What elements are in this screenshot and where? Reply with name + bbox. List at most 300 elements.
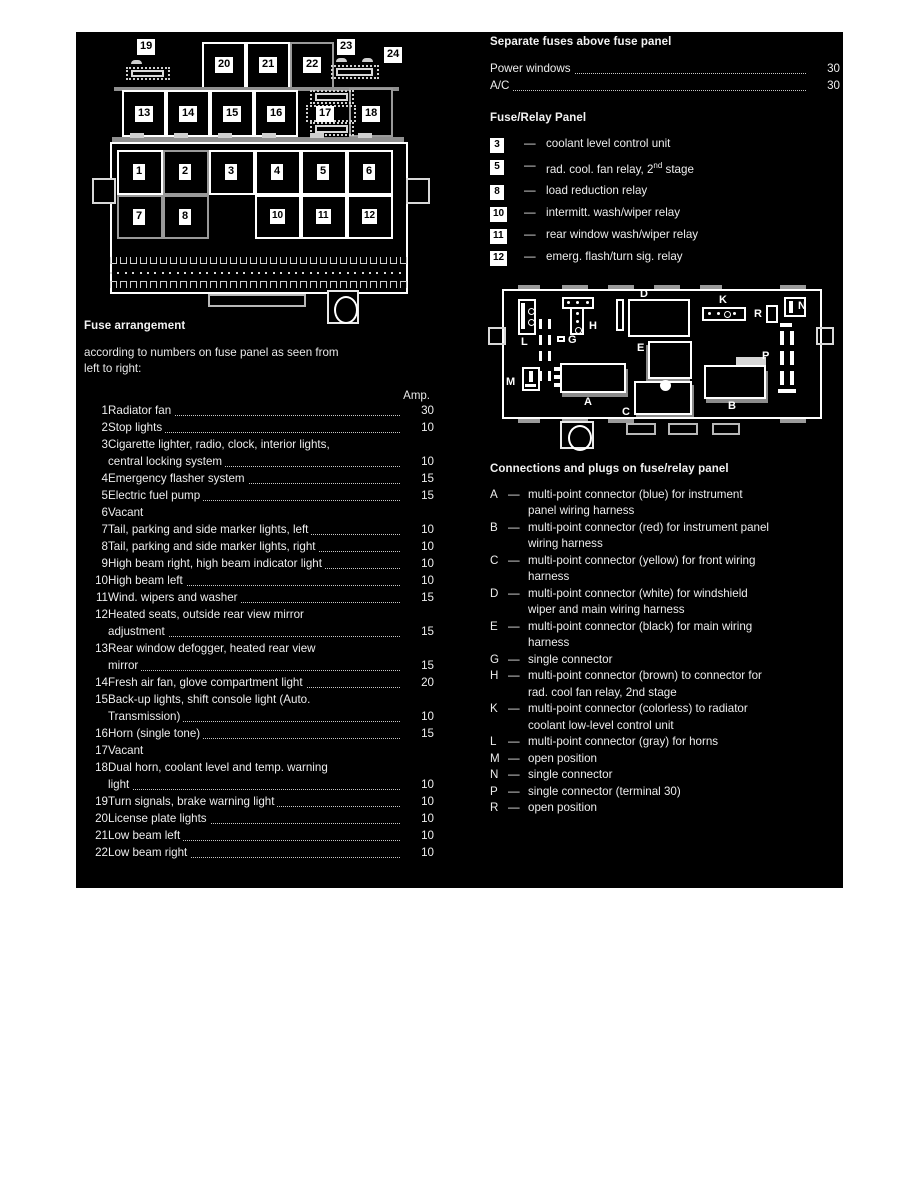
connector-H-pin <box>576 312 579 315</box>
fuse-number-cell: 17 <box>95 744 108 757</box>
terminal-contact <box>320 281 327 288</box>
terminal-contact <box>360 257 367 264</box>
table-row <box>84 436 434 453</box>
connection-description <box>528 784 840 801</box>
terminal-contact <box>160 257 167 264</box>
fuse-amp-cell: 15 <box>421 625 434 638</box>
fuse-number-cell: 3 <box>101 438 108 451</box>
terminal-row-bottom <box>110 281 408 288</box>
dash-separator: — <box>508 702 520 716</box>
terminal-pin <box>191 272 193 274</box>
connector-H-pin <box>567 301 570 304</box>
fuse-description: Turn signals, brake warning light <box>108 793 400 810</box>
clip-tab <box>174 133 188 138</box>
terminal-pin <box>199 272 201 274</box>
terminal-pin <box>251 272 253 274</box>
relay-position-chip <box>490 158 524 183</box>
terminal-pin <box>325 272 327 274</box>
grommet-hole <box>568 425 592 451</box>
terminal-contact <box>170 257 177 264</box>
terminal-contact <box>160 281 167 288</box>
clip-tab <box>362 58 373 62</box>
connection-line-1: open position <box>528 801 597 815</box>
fuse-number-cell: 11 <box>95 591 108 604</box>
fuse-arrangement-heading: Fuse arrangement <box>84 320 186 332</box>
fuse-number-cell: 2 <box>101 421 108 434</box>
dash-separator: — <box>508 520 520 534</box>
fuse-amp-cell: 10 <box>421 540 434 553</box>
terminal-contact <box>120 257 127 264</box>
fuse-description: light <box>108 776 400 793</box>
terminal-contact <box>210 257 217 264</box>
connection-line-1: multi-point connector (yellow) for front wiring <box>528 553 756 567</box>
left-column <box>84 32 434 859</box>
list-item <box>490 553 840 586</box>
terminal-pin <box>347 272 349 274</box>
terminal-contact <box>140 257 147 264</box>
contact-pin <box>548 351 551 361</box>
contact-pin <box>548 335 551 345</box>
terminal-contact <box>140 281 147 288</box>
terminal-contact <box>300 257 307 264</box>
connection-description <box>528 800 840 817</box>
contact-pin <box>548 371 551 381</box>
table-row <box>84 691 434 708</box>
terminal-contact <box>350 281 357 288</box>
separate-fuses-table <box>490 60 840 94</box>
list-item <box>490 249 698 271</box>
panel-edge-tab <box>518 419 540 423</box>
terminal-pin <box>177 272 179 274</box>
connector-A-tab <box>554 383 561 387</box>
fuse-number-23: 23 <box>337 39 355 55</box>
dash-separator: — <box>508 735 520 749</box>
terminal-contact <box>290 257 297 264</box>
fuse-number-24: 24 <box>384 47 402 63</box>
connection-line-1: single connector (terminal 30) <box>528 784 681 798</box>
panel-edge-tab <box>518 285 540 289</box>
connector-C-latch <box>660 380 671 391</box>
terminal-pin <box>362 272 364 274</box>
connection-line-2: coolant low-level control unit <box>528 718 674 732</box>
panel-label-R: R <box>754 307 762 320</box>
terminal-contact <box>370 281 377 288</box>
fuse-number-cell: 21 <box>95 829 108 842</box>
connection-description <box>528 734 840 751</box>
fuse-description: Fresh air fan, glove compartment light <box>108 674 400 691</box>
fuse-amp-cell: 10 <box>421 795 434 808</box>
connection-description <box>528 586 840 619</box>
dash-separator: — <box>508 586 520 600</box>
connector-A-tab <box>554 375 561 379</box>
connector-L-pin <box>521 303 525 329</box>
terminal-pin <box>295 272 297 274</box>
fuse-number-cell: 6 <box>101 506 108 519</box>
connection-line-2: panel wiring harness <box>528 504 635 518</box>
terminal-pin <box>265 272 267 274</box>
connector-N-pin <box>789 301 793 313</box>
panel-label-K: K <box>719 293 727 306</box>
connection-key: G <box>490 652 500 666</box>
dash-separator: — <box>508 553 520 567</box>
connection-description <box>528 701 840 734</box>
terminal-contact <box>150 257 157 264</box>
fuse-number-14: 14 <box>179 106 197 122</box>
dash-separator: — <box>508 487 520 501</box>
terminal-pin <box>310 272 312 274</box>
connector-E <box>648 341 692 379</box>
terminal-pin <box>273 272 275 274</box>
terminal-contact <box>110 257 117 264</box>
terminal-pin <box>132 272 134 274</box>
connection-key: C <box>490 553 499 567</box>
fuse-number-cell-empty <box>84 776 108 793</box>
table-row <box>84 555 434 572</box>
fuse-number-3: 3 <box>225 164 237 180</box>
panel-label-N: N <box>798 299 806 312</box>
table-row <box>84 674 434 691</box>
fuse-amp-cell <box>400 606 434 623</box>
fuse-number-cell: 5 <box>101 489 108 502</box>
terminal-contact <box>400 257 407 264</box>
list-item <box>490 619 840 652</box>
fuse-amp-cell: 15 <box>421 727 434 740</box>
fuse-description: Dual horn, coolant level and temp. warning <box>108 759 400 776</box>
connection-key: L <box>490 735 497 749</box>
ordinal-suffix: nd <box>653 161 663 170</box>
table-row-continuation <box>84 708 434 725</box>
connection-key: A <box>490 487 498 501</box>
terminal-pin <box>169 272 171 274</box>
connection-line-2: rad. cool fan relay, 2nd stage <box>528 685 677 699</box>
terminal-contact <box>280 257 287 264</box>
fuse-number-cell: 1 <box>101 404 108 417</box>
contact-pin <box>539 335 542 345</box>
connector-K-hole <box>724 311 731 318</box>
list-item <box>490 734 840 751</box>
connection-key: R <box>490 801 499 815</box>
connection-description <box>528 652 840 669</box>
connection-line-2: harness <box>528 636 570 650</box>
table-row <box>84 487 434 504</box>
connection-key: M <box>490 751 500 765</box>
list-item <box>490 767 840 784</box>
list-item <box>490 183 698 205</box>
fuse-number-cell: 8 <box>101 540 108 553</box>
panel-label-A: A <box>584 395 592 408</box>
connector-A-tab <box>554 367 561 371</box>
intro-line-1: according to numbers on fuse panel as seen from <box>84 346 339 359</box>
terminal-contact <box>320 257 327 264</box>
list-item <box>490 652 840 669</box>
relay-description: rear window wash/wiper relay <box>546 227 699 241</box>
contact-pin <box>539 351 542 361</box>
main-fuse-panel-diagram <box>84 32 434 294</box>
clip-tab <box>262 133 276 138</box>
relay-chip-number: 5 <box>490 160 504 175</box>
connection-description <box>528 767 840 784</box>
connection-description <box>528 487 840 520</box>
fuse-description: Rear window defogger, heated rear view <box>108 640 400 657</box>
dash-separator: — <box>524 183 536 197</box>
table-row <box>84 810 434 827</box>
fuse-number-cell-empty <box>84 623 108 640</box>
panel-label-L: L <box>521 335 528 348</box>
table-row <box>84 844 434 861</box>
fuse-number-cell: 13 <box>95 642 108 655</box>
separate-fuse-amp: 30 <box>827 79 840 92</box>
fuse-relay-panel-heading: Fuse/Relay Panel <box>490 112 587 124</box>
clip-tab <box>130 133 144 138</box>
fuse-number-15: 15 <box>223 106 241 122</box>
connector-L-hole <box>528 319 535 326</box>
terminal-strips <box>110 257 408 292</box>
relay-socket-17-bottom-inner <box>315 125 348 133</box>
right-column <box>490 32 840 817</box>
terminal-pin <box>354 272 356 274</box>
terminal-contact <box>330 281 337 288</box>
terminal-pin <box>125 272 127 274</box>
terminal-contact <box>340 281 347 288</box>
fuse-number-cell: 15 <box>95 693 108 706</box>
table-row-continuation <box>84 453 434 470</box>
panel-mount-tab-left <box>488 327 506 345</box>
terminal-pin <box>228 272 230 274</box>
contact-pin <box>539 319 542 329</box>
panel-mount-tab-right <box>406 178 430 204</box>
fuse-amp-cell: 15 <box>421 591 434 604</box>
fuse-number-cell: 22 <box>95 846 108 859</box>
fuse-amp-cell: 10 <box>421 574 434 587</box>
table-row <box>84 759 434 776</box>
terminal-contact <box>200 257 207 264</box>
terminal-contact <box>380 281 387 288</box>
connection-key: N <box>490 768 499 782</box>
table-row <box>84 470 434 487</box>
connection-key: D <box>490 586 499 600</box>
terminal-contact <box>240 281 247 288</box>
clip-tab <box>310 133 324 138</box>
terminal-pin <box>339 272 341 274</box>
connector-M-pin <box>525 384 536 387</box>
relay-description: intermitt. wash/wiper relay <box>546 205 681 219</box>
panel-label-M: M <box>506 375 516 388</box>
fuse-description: Heated seats, outside rear view mirror <box>108 606 400 623</box>
connection-line-1: multi-point connector (gray) for horns <box>528 735 719 749</box>
relay-socket-23-inner <box>336 68 373 76</box>
terminal-contact <box>290 281 297 288</box>
terminal-contact <box>250 257 257 264</box>
fuse-amp-cell: 15 <box>421 489 434 502</box>
panel-edge-tab <box>780 285 806 289</box>
list-item <box>490 136 698 158</box>
fuse-number-cell: 10 <box>95 574 108 587</box>
fuse-number-12: 12 <box>362 209 377 224</box>
terminal-pin <box>221 272 223 274</box>
connector-P-pin <box>780 331 784 345</box>
connector-K-pin <box>717 312 720 315</box>
relay-legend-table <box>490 136 698 271</box>
terminal-pin <box>184 272 186 274</box>
connection-line-1: open position <box>528 751 597 765</box>
separate-fuses-heading: Separate fuses above fuse panel <box>490 36 672 48</box>
fuse-description: Electric fuel pump <box>108 487 400 504</box>
terminal-contact <box>370 257 377 264</box>
bottom-connector-strip <box>712 423 740 435</box>
panel-edge-tab <box>700 285 722 289</box>
list-item <box>490 701 840 734</box>
dash-separator: — <box>508 652 520 666</box>
connector-G <box>557 336 565 342</box>
mounting-grommet <box>327 290 359 324</box>
contact-pin <box>548 319 551 329</box>
fuse-description: Tail, parking and side marker lights, left <box>108 521 400 538</box>
terminal-contact <box>360 281 367 288</box>
connection-key: H <box>490 669 499 683</box>
terminal-pin <box>288 272 290 274</box>
connections-heading: Connections and plugs on fuse/relay panel <box>490 462 729 475</box>
table-row <box>84 521 434 538</box>
terminal-contact <box>120 281 127 288</box>
fuse-arrangement-intro <box>84 345 434 376</box>
terminal-contact <box>260 281 267 288</box>
panel-label-P: P <box>762 349 770 362</box>
fuse-amp-cell: 20 <box>421 676 434 689</box>
connector-D-body <box>630 305 688 335</box>
connection-line-1: multi-point connector (red) for instrument panel <box>528 520 770 534</box>
mounting-grommet <box>560 421 594 449</box>
bottom-connector-strip <box>208 294 306 307</box>
relay-position-chip <box>490 205 524 227</box>
fuse-amp-cell: 15 <box>421 472 434 485</box>
terminal-pin <box>332 272 334 274</box>
fuse-amp-cell: 30 <box>421 404 434 417</box>
terminal-contact <box>280 281 287 288</box>
terminal-contact <box>390 281 397 288</box>
relay-position-chip <box>490 249 524 271</box>
table-row <box>84 589 434 606</box>
terminal-pin <box>280 272 282 274</box>
fuse-amp-cell <box>400 436 434 453</box>
terminal-contact <box>230 257 237 264</box>
panel-mount-tab-right <box>816 327 834 345</box>
connector-A <box>560 363 626 393</box>
fuse-description: Wind. wipers and washer <box>108 589 400 606</box>
terminal-contact <box>270 257 277 264</box>
list-item <box>490 227 698 249</box>
list-item <box>490 158 698 183</box>
dash-separator: — <box>524 227 536 241</box>
terminal-contact <box>220 281 227 288</box>
connector-D-latch <box>616 299 624 331</box>
terminal-contact <box>310 281 317 288</box>
terminal-contact <box>330 257 337 264</box>
relay-description: coolant level control unit <box>546 137 671 150</box>
bottom-connector-strip <box>668 423 698 435</box>
fuse-number-20: 20 <box>215 57 233 73</box>
connection-line-1: single connector <box>528 652 613 666</box>
fuse-description: License plate lights <box>108 810 400 827</box>
terminal-pin <box>384 272 386 274</box>
connector-P-pin <box>790 371 794 385</box>
fuse-number-10: 10 <box>270 209 285 224</box>
terminal-pin <box>369 272 371 274</box>
connector-P-pin <box>790 351 794 365</box>
dash-separator: — <box>508 669 520 683</box>
connector-H-pin <box>576 301 579 304</box>
fuse-number-13: 13 <box>135 106 153 122</box>
list-item <box>490 751 840 768</box>
dash-separator: — <box>508 768 520 782</box>
connector-R <box>766 305 778 323</box>
fuse-description: Vacant <box>108 504 400 521</box>
terminal-pin <box>154 272 156 274</box>
fuse-description: Cigarette lighter, radio, clock, interior lights, <box>108 436 400 453</box>
terminal-contact <box>220 257 227 264</box>
fuse-number-cell-empty <box>84 708 108 725</box>
panel-label-D: D <box>640 287 648 300</box>
connection-description <box>528 520 840 553</box>
dash-separator: — <box>508 619 520 633</box>
bottom-connector-strip <box>626 423 656 435</box>
list-item <box>490 487 840 520</box>
relay-position-chip <box>490 136 524 158</box>
terminal-pin <box>140 272 142 274</box>
fuse-number-cell: 14 <box>95 676 108 689</box>
terminal-contact <box>270 281 277 288</box>
terminal-contact <box>190 257 197 264</box>
connection-line-1: multi-point connector (brown) to connector for <box>528 669 762 683</box>
terminal-contact <box>180 257 187 264</box>
fuse-description: adjustment <box>108 623 400 640</box>
fuse-amp-cell: 15 <box>421 659 434 672</box>
fuse-amp-cell <box>400 742 434 759</box>
fuse-number-18: 18 <box>362 106 380 122</box>
fuse-amp-cell: 10 <box>421 557 434 570</box>
terminal-contact <box>200 281 207 288</box>
fuse-number-11: 11 <box>316 209 331 224</box>
terminal-pin <box>302 272 304 274</box>
terminal-pin <box>117 272 119 274</box>
connector-P-pin <box>780 371 784 385</box>
fuse-arrangement-table <box>84 402 434 861</box>
table-row <box>490 77 840 94</box>
relay-position-chip <box>490 227 524 249</box>
connection-key: E <box>490 619 498 633</box>
fuse-amp-cell: 10 <box>421 812 434 825</box>
fuse-number-21: 21 <box>259 57 277 73</box>
panel-label-G: G <box>568 333 577 346</box>
connector-M-pin <box>529 371 533 382</box>
terminal-contact <box>240 257 247 264</box>
clip-tab <box>131 60 142 64</box>
amp-column-header: Amp. <box>403 390 430 402</box>
fuse-number-16: 16 <box>267 106 285 122</box>
table-row <box>84 402 434 419</box>
terminal-contact <box>180 281 187 288</box>
relay-chip-number: 8 <box>490 185 504 200</box>
fuse-description: Emergency flasher system <box>108 470 400 487</box>
clip-tab <box>218 133 232 138</box>
connector-H-pin <box>576 320 579 323</box>
fuse-description: Tail, parking and side marker lights, right <box>108 538 400 555</box>
connection-line-2: wiper and main wiring harness <box>528 603 685 617</box>
fuse-number-cell: 16 <box>95 727 108 740</box>
terminal-contact <box>230 281 237 288</box>
relay-chip-number: 11 <box>490 229 507 244</box>
fuse-description: Back-up lights, shift console light (Auto. <box>108 691 400 708</box>
connector-P-bus <box>780 323 792 327</box>
